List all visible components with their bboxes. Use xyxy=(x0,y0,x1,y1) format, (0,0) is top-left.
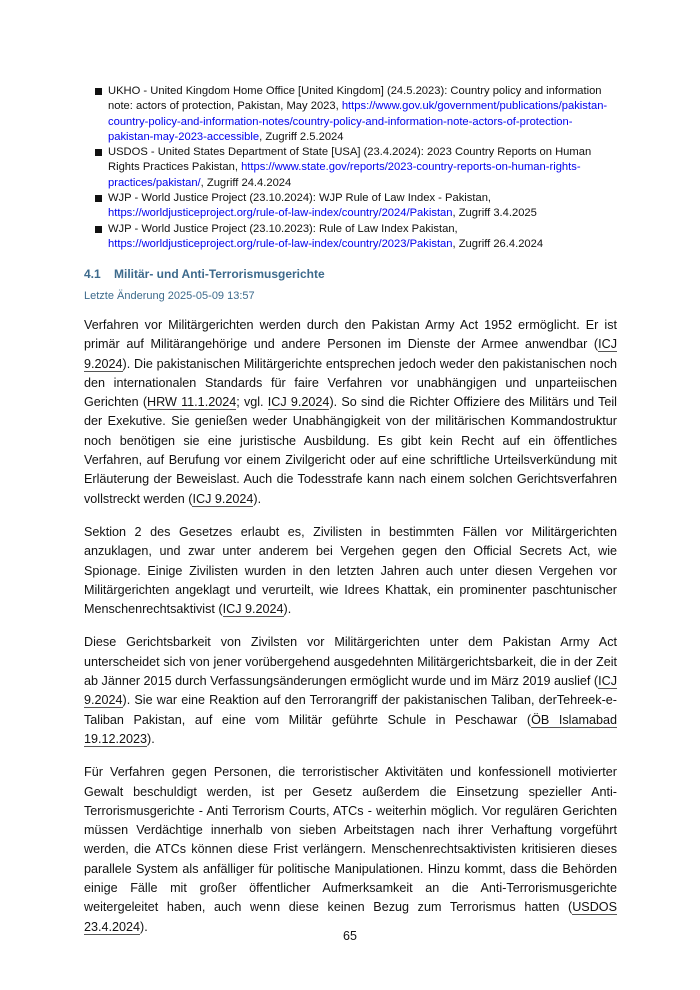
paragraph-anti-terrorism-courts: Für Verfahren gegen Personen, die terroristischer Aktivitäten und konfessionell motivierter Gewalt beschuldigt werden, ist per Gesetz außerdem die Einsetzung spezieller Anti-Terrorismusgerichte - Anti Terrorism Courts, ATCs - weiterhin möglich. Vor regulären Gerichten müssen Verdächtige innerhalb von sieben Arbeitstagen nach ihrer Verhaftung vorgeführt werden, die ATCs können diese Frist verlängern. Menschenrechtsaktivisten kritisieren dieses parallele System als anfälliger für politische Manipulationen. Hinzu kommt, dass die Behörden einige Fälle mit großer öffentlicher Aufmerksamkeit an die Anti-Terrorismusgerichte weitergeleitet haben, auch wenn diese keinen Bezug zum Terrorismus hatten (USDOS 23.4.2024). xyxy=(84,765,617,934)
reference-text: UKHO - United Kingdom Home Office [United Kingdom] (24.5.2023): Country policy and information note: actors of protection, Pakistan, May 2023, xyxy=(108,85,602,113)
citation-link[interactable]: ICJ 9.2024 xyxy=(267,395,330,410)
reference-access-date: , Zugriff 3.4.2025 xyxy=(452,207,537,220)
section-heading xyxy=(84,267,325,281)
section-number: 4.1 xyxy=(84,267,101,281)
reference-access-date: , Zugriff 24.4.2024 xyxy=(200,176,292,189)
reference-list xyxy=(95,84,617,252)
citation-link[interactable]: ICJ 9.2024 xyxy=(222,602,284,617)
paragraph-jurisdiction: Diese Gerichtsbarkeit von Zivilsten vor Militärgerichten unter dem Pakistan Army Act unterscheidet sich von jener vorübergehend ausgedehnten Militärgerichtsbarkeit, die in der Zeit ab Jänner 2015 durch Verfassungsänderungen ermöglicht wurde und im März 2019 auslief (ICJ 9.2024). Sie war eine Reaktion auf den Terrorangriff der pakistanischen Taliban, derTehreek-e-Taliban Pakistan, auf eine vom Militär geführte Schule in Peschawar (ÖB Islamabad 19.12.2023). xyxy=(84,635,617,746)
reference-link[interactable]: https://worldjusticeproject.org/rule-of-law-index/country/2023/Pakistan xyxy=(108,237,453,250)
reference-link[interactable]: https://worldjusticeproject.org/rule-of-law-index/country/2024/Pakistan xyxy=(108,207,453,220)
section-body xyxy=(84,316,617,951)
reference-item-wjp-2023 xyxy=(95,222,617,253)
reference-access-date: , Zugriff 2.5.2024 xyxy=(259,130,344,143)
bullet-icon xyxy=(95,88,102,95)
last-changed-note: Letzte Änderung 2025-05-09 13:57 xyxy=(84,290,255,302)
citation-link[interactable]: ICJ 9.2024 xyxy=(84,674,617,708)
reference-text: WJP - World Justice Project (23.10.2023): Rule of Law Index Pakistan, xyxy=(108,222,458,235)
reference-text: USDOS - United States Department of State [USA] (23.4.2024): 2023 Country Reports on Human Rights Practices Pakistan, xyxy=(108,146,592,174)
reference-item-usdos xyxy=(95,145,617,191)
reference-link[interactable]: https://www.gov.uk/government/publications/pakistan-country-policy-and-information-notes/country-policy-and-information-note-actors-of-protection-pakistan-may-2023-accessible xyxy=(108,100,608,143)
reference-text: WJP - World Justice Project (23.10.2024): WJP Rule of Law Index - Pakistan, xyxy=(108,192,492,205)
reference-item-ukho xyxy=(95,84,617,145)
section-title: Militär- und Anti-Terrorismusgerichte xyxy=(114,267,325,281)
citation-link[interactable]: USDOS 23.4.2024 xyxy=(84,900,617,934)
citation-link[interactable]: ÖB Islamabad 19.12.2023 xyxy=(84,712,617,746)
bullet-icon xyxy=(95,226,102,233)
paragraph-civilians: Sektion 2 des Gesetzes erlaubt es, Zivilisten in bestimmten Fällen vor Militärgerichten anzuklagen, und zwar unter anderem bei Vergehen gegen den Official Secrets Act, wie Spionage. Einige Zivilisten wurden in den letzten Jahren auch unter diesen Vergehen vor Militärgerichten angeklagt und verurteilt, wie Idrees Khattak, ein prominenter paschtunischer Menschenrechtsaktivist (ICJ 9.2024). xyxy=(84,524,617,617)
reference-link[interactable]: https://www.state.gov/reports/2023-country-reports-on-human-rights-practices/pakistan/ xyxy=(108,161,581,189)
page-number: 65 xyxy=(343,929,357,943)
citation-link[interactable]: ICJ 9.2024 xyxy=(192,491,254,506)
bullet-icon xyxy=(95,149,102,156)
reference-item-wjp-2024 xyxy=(95,191,617,222)
reference-access-date: , Zugriff 26.4.2024 xyxy=(452,237,544,250)
paragraph-military-courts: Verfahren vor Militärgerichten werden durch den Pakistan Army Act 1952 ermöglicht. Er ist primär auf Militärangehörige und andere Personen im Dienste der Armee anwendbar (ICJ 9.2024). Die pakistanischen Militärgerichte entsprechen jedoch weder den pakistanischen noch den internationalen Standards für faire Verfahren vor unabhängigen und unparteiischen Gerichten (HRW 11.1.2024; vgl. ICJ 9.2024). So sind die Richter Offiziere des Militärs und Teil der Exekutive. Sie genießen weder Unabhängigkeit von der militärischen Kommandostruktur noch benötigen sie eine juristische Ausbildung. Es gibt kein Recht auf ein öffentliches Verfahren, auf Berufung vor einem Zivilgericht oder auf eine schriftliche Urteilsverkündung mit Erläuterung der Beweislast. Auch die Todesstrafe kann nach einem solchen Gerichtsverfahren vollstreckt werden (ICJ 9.2024). xyxy=(84,318,617,506)
citation-link[interactable]: ICJ 9.2024 xyxy=(84,337,617,371)
citation-link[interactable]: HRW 11.1.2024 xyxy=(147,395,237,410)
bullet-icon xyxy=(95,195,102,202)
